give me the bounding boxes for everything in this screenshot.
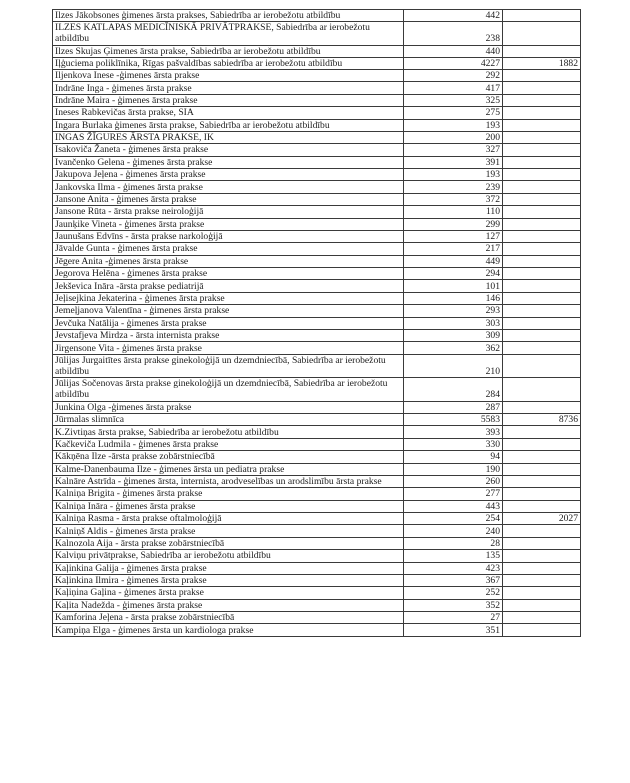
table-row xyxy=(53,230,581,242)
table-row xyxy=(53,181,581,193)
row-value-2-cell xyxy=(503,107,581,119)
table-row xyxy=(53,280,581,292)
row-value-1-cell: 351 xyxy=(404,624,503,636)
row-value-1-cell: 327 xyxy=(404,144,503,156)
row-name-cell: Jeļisejkina Jekaterina - ģimenes ārsta prakse xyxy=(53,292,404,304)
row-name-cell: Kačkeviča Ludmila - ģimenes ārsta prakse xyxy=(53,438,404,450)
row-value-2-cell xyxy=(503,243,581,255)
row-value-2-cell xyxy=(503,82,581,94)
row-value-1-cell: 303 xyxy=(404,317,503,329)
table-row xyxy=(53,22,581,45)
table-row xyxy=(53,45,581,57)
row-name-cell: Kalniņa Brigita - ģimenes ārsta prakse xyxy=(53,488,404,500)
row-value-1-cell: 190 xyxy=(404,463,503,475)
row-value-2-cell xyxy=(503,206,581,218)
row-name-cell: Jankovska Ilma - ģimenes ārsta prakse xyxy=(53,181,404,193)
row-name-cell: Isakoviča Žaneta - ģimenes ārsta prakse xyxy=(53,144,404,156)
table-row xyxy=(53,317,581,329)
row-value-1-cell: 200 xyxy=(404,131,503,143)
row-name-cell: Ilzes Skujas Ģimenes ārsta prakse, Sabiedrība ar ierobežotu atbildību xyxy=(53,45,404,57)
table-row xyxy=(53,378,581,401)
row-name-cell: Jaunušans Edvīns - ārsta prakse narkoloģijā xyxy=(53,230,404,242)
row-name-cell: K.Zivtiņas ārsta prakse, Sabiedrība ar ierobežotu atbildību xyxy=(53,426,404,438)
table-row xyxy=(53,574,581,586)
row-name-cell: Jevstafjeva Mirdza - ārsta internista prakse xyxy=(53,330,404,342)
row-value-1-cell: 367 xyxy=(404,574,503,586)
row-value-2-cell xyxy=(503,488,581,500)
table-row xyxy=(53,131,581,143)
row-value-2-cell xyxy=(503,131,581,143)
row-name-cell: Junkina Olga -ģimenes ārsta prakse xyxy=(53,401,404,413)
row-name-cell: Jekševica Ināra -ārsta prakse pediatrijā xyxy=(53,280,404,292)
row-value-1-cell: 4227 xyxy=(404,57,503,69)
table-row xyxy=(53,255,581,267)
row-name-cell: Kaļinkina Ilmira - ģimenes ārsta prakse xyxy=(53,574,404,586)
row-value-2-cell xyxy=(503,156,581,168)
row-name-cell: Jirgensone Vita - ģimenes ārsta prakse xyxy=(53,342,404,354)
row-name-cell: Jūrmalas slimnīca xyxy=(53,414,404,426)
table-row xyxy=(53,562,581,574)
table-row xyxy=(53,612,581,624)
table-row xyxy=(53,156,581,168)
row-value-1-cell: 325 xyxy=(404,94,503,106)
row-value-2-cell xyxy=(503,550,581,562)
table-row xyxy=(53,268,581,280)
table-row xyxy=(53,305,581,317)
row-value-1-cell: 238 xyxy=(404,22,503,45)
row-name-cell: Indrāne Maira - ģimenes ārsta prakse xyxy=(53,94,404,106)
row-value-2-cell xyxy=(503,378,581,401)
row-value-2-cell xyxy=(503,70,581,82)
row-value-1-cell: 254 xyxy=(404,512,503,524)
row-name-cell: Kalniņš Aldis - ģimenes ārsta prakse xyxy=(53,525,404,537)
row-value-1-cell: 110 xyxy=(404,206,503,218)
row-value-2-cell xyxy=(503,451,581,463)
row-value-2-cell xyxy=(503,438,581,450)
row-value-1-cell: 240 xyxy=(404,525,503,537)
table-row xyxy=(53,451,581,463)
row-name-cell: Kalniņa Rasma - ārsta prakse oftalmoloģijā xyxy=(53,512,404,524)
row-value-2-cell xyxy=(503,500,581,512)
row-name-cell: Jāvalde Gunta - ģimenes ārsta prakse xyxy=(53,243,404,255)
row-value-1-cell: 210 xyxy=(404,354,503,377)
table-row xyxy=(53,206,581,218)
table-row xyxy=(53,218,581,230)
row-value-2-cell xyxy=(503,305,581,317)
row-name-cell: Kalme-Danenbauma Ilze - ģimenes ārsta un pediatra prakse xyxy=(53,463,404,475)
row-value-2-cell: 1882 xyxy=(503,57,581,69)
table-row xyxy=(53,94,581,106)
table-body xyxy=(53,10,581,637)
table-row xyxy=(53,70,581,82)
row-value-2-cell xyxy=(503,119,581,131)
row-value-1-cell: 442 xyxy=(404,10,503,22)
row-name-cell: Kaļinkina Galija - ģimenes ārsta prakse xyxy=(53,562,404,574)
row-name-cell: Iļģuciema poliklīnika, Rīgas pašvaldības sabiedrība ar ierobežotu atbildību xyxy=(53,57,404,69)
row-value-2-cell xyxy=(503,599,581,611)
row-name-cell: Jēgere Anita -ģimenes ārsta prakse xyxy=(53,255,404,267)
row-value-2-cell xyxy=(503,354,581,377)
row-name-cell: Indrāne Inga - ģimenes ārsta prakse xyxy=(53,82,404,94)
row-value-1-cell: 146 xyxy=(404,292,503,304)
row-name-cell: INGAS ŽĪGURES ĀRSTA PRAKSE, IK xyxy=(53,131,404,143)
row-value-2-cell xyxy=(503,401,581,413)
row-name-cell: Kalviņu privātprakse, Sabiedrība ar ierobežotu atbildību xyxy=(53,550,404,562)
row-value-2-cell xyxy=(503,426,581,438)
table-row xyxy=(53,438,581,450)
row-value-1-cell: 299 xyxy=(404,218,503,230)
row-value-1-cell: 362 xyxy=(404,342,503,354)
row-value-1-cell: 277 xyxy=(404,488,503,500)
row-value-1-cell: 239 xyxy=(404,181,503,193)
table-row xyxy=(53,144,581,156)
row-value-2-cell xyxy=(503,280,581,292)
row-value-1-cell: 393 xyxy=(404,426,503,438)
table-row xyxy=(53,193,581,205)
table-row xyxy=(53,107,581,119)
row-value-2-cell xyxy=(503,45,581,57)
row-value-2-cell xyxy=(503,168,581,180)
row-name-cell: Jemeļjanova Valentīna - ģimenes ārsta prakse xyxy=(53,305,404,317)
row-value-2-cell xyxy=(503,612,581,624)
row-value-1-cell: 5583 xyxy=(404,414,503,426)
table-row xyxy=(53,119,581,131)
table-row xyxy=(53,330,581,342)
row-name-cell: Jakupova Jeļena - ģimenes ārsta prakse xyxy=(53,168,404,180)
row-value-1-cell: 252 xyxy=(404,587,503,599)
table-row xyxy=(53,488,581,500)
data-table xyxy=(52,9,581,637)
table-row xyxy=(53,550,581,562)
row-name-cell: Kaļita Nadežda - ģimenes ārsta prakse xyxy=(53,599,404,611)
row-value-1-cell: 372 xyxy=(404,193,503,205)
row-value-1-cell: 292 xyxy=(404,70,503,82)
row-value-1-cell: 260 xyxy=(404,475,503,487)
row-value-1-cell: 294 xyxy=(404,268,503,280)
row-value-1-cell: 309 xyxy=(404,330,503,342)
row-value-2-cell xyxy=(503,94,581,106)
table-row xyxy=(53,292,581,304)
row-name-cell: Kalnāre Astrīda - ģimenes ārsta, internista, arodveselības un arodslimību ārsta prakse xyxy=(53,475,404,487)
row-value-1-cell: 391 xyxy=(404,156,503,168)
table-row xyxy=(53,624,581,636)
row-value-2-cell xyxy=(503,587,581,599)
row-value-1-cell: 417 xyxy=(404,82,503,94)
row-name-cell: Ilzes Jākobsones ģimenes ārsta prakses, Sabiedrība ar ierobežotu atbildību xyxy=(53,10,404,22)
row-value-2-cell xyxy=(503,193,581,205)
row-value-1-cell: 330 xyxy=(404,438,503,450)
row-name-cell: Jansone Rūta - ārsta prakse neiroloģijā xyxy=(53,206,404,218)
row-name-cell: Jūlijas Jurgaitītes ārsta prakse ginekoloģijā un dzemdniecībā, Sabiedrība ar ierobežotu atbildību xyxy=(53,354,404,377)
row-value-1-cell: 193 xyxy=(404,119,503,131)
table-row xyxy=(53,168,581,180)
row-value-2-cell: 8736 xyxy=(503,414,581,426)
table-row xyxy=(53,463,581,475)
row-value-2-cell xyxy=(503,230,581,242)
row-name-cell: Kaļiņina Gaļina - ģimenes ārsta prakse xyxy=(53,587,404,599)
table-row xyxy=(53,475,581,487)
row-name-cell: Ineses Rabkevičas ārsta prakse, SIA xyxy=(53,107,404,119)
row-name-cell: Kampiņa Elga - ģimenes ārsta un kardiologa prakse xyxy=(53,624,404,636)
row-value-1-cell: 193 xyxy=(404,168,503,180)
row-value-2-cell xyxy=(503,268,581,280)
row-value-1-cell: 27 xyxy=(404,612,503,624)
row-value-2-cell xyxy=(503,475,581,487)
table-row xyxy=(53,243,581,255)
row-value-2-cell xyxy=(503,525,581,537)
table-row xyxy=(53,57,581,69)
row-value-2-cell xyxy=(503,463,581,475)
row-value-1-cell: 28 xyxy=(404,537,503,549)
row-value-2-cell xyxy=(503,22,581,45)
row-name-cell: Kalniņa Ināra - ģimenes ārsta prakse xyxy=(53,500,404,512)
row-value-1-cell: 287 xyxy=(404,401,503,413)
row-value-2-cell xyxy=(503,218,581,230)
row-value-2-cell xyxy=(503,292,581,304)
row-value-2-cell xyxy=(503,10,581,22)
row-value-2-cell xyxy=(503,342,581,354)
row-name-cell: Jansone Anita - ģimenes ārsta prakse xyxy=(53,193,404,205)
row-value-2-cell xyxy=(503,330,581,342)
row-value-1-cell: 217 xyxy=(404,243,503,255)
table-row xyxy=(53,401,581,413)
row-value-2-cell xyxy=(503,537,581,549)
row-value-1-cell: 440 xyxy=(404,45,503,57)
row-name-cell: Jūlijas Sočenovas ārsta prakse ginekoloģijā un dzemdniecībā, Sabiedrība ar ierobežotu atbildību xyxy=(53,378,404,401)
row-name-cell: Iljenkova Inese -ģimenes ārsta prakse xyxy=(53,70,404,82)
table-row xyxy=(53,587,581,599)
table-row xyxy=(53,354,581,377)
row-value-1-cell: 101 xyxy=(404,280,503,292)
table-row xyxy=(53,525,581,537)
table-row xyxy=(53,342,581,354)
row-value-2-cell: 2027 xyxy=(503,512,581,524)
table-row xyxy=(53,537,581,549)
row-value-1-cell: 275 xyxy=(404,107,503,119)
row-value-1-cell: 135 xyxy=(404,550,503,562)
table-row xyxy=(53,500,581,512)
row-value-2-cell xyxy=(503,562,581,574)
row-name-cell: Kalnozola Aija - ārsta prakse zobārstniecībā xyxy=(53,537,404,549)
table-row xyxy=(53,82,581,94)
table-row xyxy=(53,414,581,426)
row-value-1-cell: 449 xyxy=(404,255,503,267)
row-value-1-cell: 127 xyxy=(404,230,503,242)
table-row xyxy=(53,599,581,611)
row-value-2-cell xyxy=(503,624,581,636)
table-row xyxy=(53,512,581,524)
row-value-2-cell xyxy=(503,144,581,156)
row-value-1-cell: 94 xyxy=(404,451,503,463)
row-value-2-cell xyxy=(503,181,581,193)
row-name-cell: Jegorova Helēna - ģimenes ārsta prakse xyxy=(53,268,404,280)
row-name-cell: ILZES KATLAPAS MEDICĪNISKĀ PRIVĀTPRAKSE, Sabiedrība ar ierobežotu atbildību xyxy=(53,22,404,45)
row-value-1-cell: 293 xyxy=(404,305,503,317)
row-name-cell: Kākņēna Ilze -ārsta prakse zobārstniecībā xyxy=(53,451,404,463)
row-value-1-cell: 284 xyxy=(404,378,503,401)
row-name-cell: Jaunķike Vineta - ģimenes ārsta prakse xyxy=(53,218,404,230)
table-row xyxy=(53,10,581,22)
row-value-2-cell xyxy=(503,255,581,267)
row-name-cell: Ingara Burlaka ģimenes ārsta prakse, Sabiedrība ar ierobežotu atbildību xyxy=(53,119,404,131)
row-value-2-cell xyxy=(503,317,581,329)
row-name-cell: Jevčuka Natālija - ģimenes ārsta prakse xyxy=(53,317,404,329)
table-row xyxy=(53,426,581,438)
row-name-cell: Kamforina Jeļena - ārsta prakse zobārstniecībā xyxy=(53,612,404,624)
row-value-1-cell: 423 xyxy=(404,562,503,574)
row-value-1-cell: 443 xyxy=(404,500,503,512)
row-value-2-cell xyxy=(503,574,581,586)
row-name-cell: Ivančenko Gelena - ģimenes ārsta prakse xyxy=(53,156,404,168)
row-value-1-cell: 352 xyxy=(404,599,503,611)
